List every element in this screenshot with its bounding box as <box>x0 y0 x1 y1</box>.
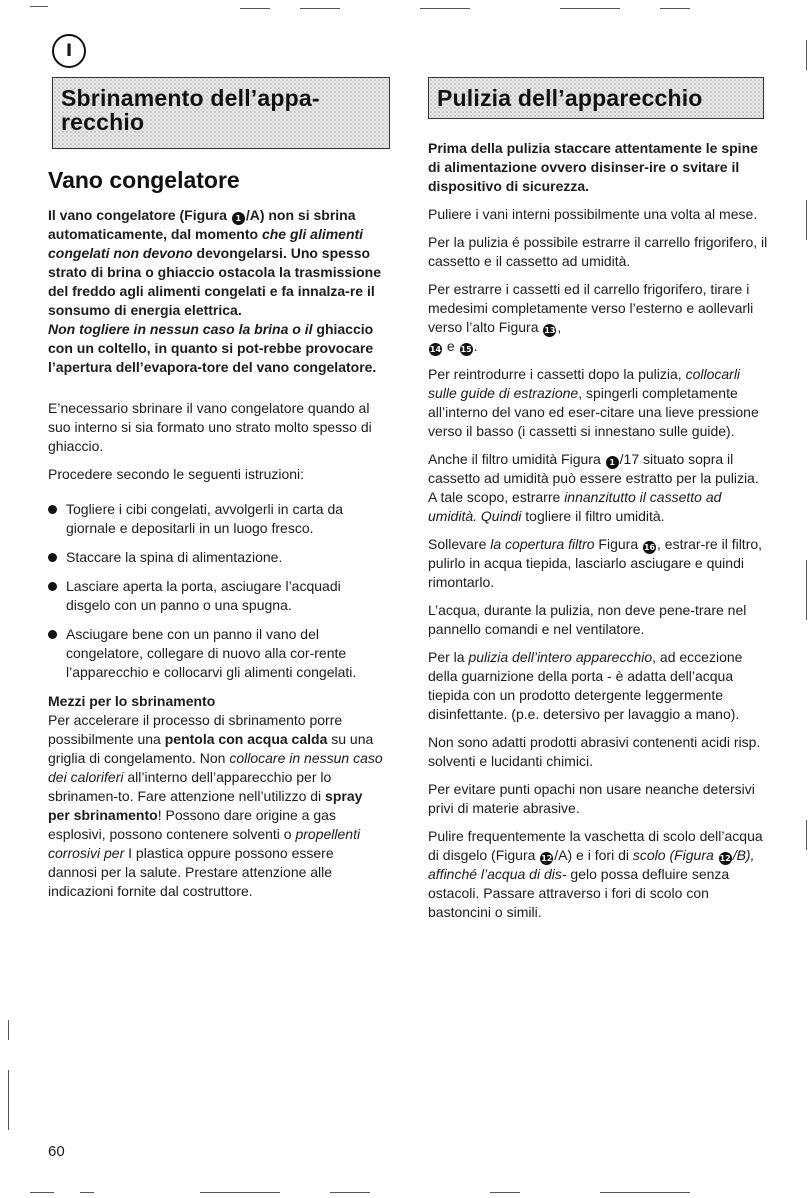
cleaning-para-removable: Per la pulizia é possibile estrarre il carrello frigorifero, il cassetto e il cassetto ad umidità. <box>428 234 768 269</box>
defrost-when-paragraph: E’necessario sbrinare il vano congelatore quando al suo interno si sia formato uno strato molto spesso di ghiaccio. <box>48 400 372 454</box>
list-item: Asciugare bene con un panno il vano del congelatore, collegare di nuovo alla cor-rente l’apparecchio e collocarvi gli alimenti congelati. <box>48 625 384 682</box>
page-number: 60 <box>48 1143 65 1160</box>
section-header-defrosting <box>52 77 390 149</box>
right-column <box>428 139 768 931</box>
defrost-aids-paragraph: Per accelerare il processo di sbrinamento porre possibilmente una pentola con acqua calda su una griglia di congelamento. Non collocare in nessun caso dei caloriferi all’interno dell’apparecchio per lo sbrinamen-to. Fare attenzione nell’utilizzo di spray per sbrinamento! Possono dare origine a gas esplosivi, possono contenere solventi o propellenti corrosivi per I plastica oppure possono essere dannosi per la salute. Prestare attenzione alle indicazioni fornite dal costruttore. <box>48 712 383 899</box>
language-badge <box>52 34 86 68</box>
procedure-list <box>48 500 384 682</box>
cleaning-para-detergent: Per la pulizia dell’intero apparecchio, ad eccezione della guarnizione della porta - è adatta dell’acqua tiepida con un prodotto detergente leggermente disinfettante. (p.e. detersivo per lavaggio a mano). <box>428 649 743 722</box>
cleaning-para-monthly: Puliere i vani interni possibilmente una volta al mese. <box>428 206 758 222</box>
bullet-icon <box>48 582 57 591</box>
section-title-defrosting: Sbrinamento dell’appa- recchio <box>61 85 320 135</box>
language-badge-letter: I <box>65 40 73 61</box>
figure-ref-icon: 16 <box>643 543 656 552</box>
section-title-cleaning: Pulizia dell’apparecchio <box>437 85 703 111</box>
bullet-icon <box>48 505 57 514</box>
cleaning-para-extract: Per estrarre i cassetti ed il carrello frigorifero, tirare i medesimi completamente verso l’esterno e aollevarli verso l’alto Figura 13 , 14 e 15 . <box>428 281 754 354</box>
cleaning-para-water-warning: L’acqua, durante la pulizia, non deve pene-trare nel pannello comandi e nel ventilatore. <box>428 602 747 637</box>
figure-ref-icon: 14 <box>429 345 442 354</box>
freezer-lead-paragraph: Il vano congelatore (Figura 1 /A) non si sbrina automaticamente, dal momento che gli alimenti congelati non devono devongelarsi. Uno spesso strato di brina o ghiaccio ostacola la trasmissione del freddo agli alimenti congelati e fa innalza-re il sonsumo di energia elettrica. Non togliere in nessun caso la brina o il ghiaccio con un coltello, in quanto si pot-rebbe provocare l’apertura dell’evapora-tore del vano congelatore. <box>48 207 381 375</box>
figure-ref-icon: 1 <box>232 212 245 225</box>
section-header-cleaning <box>428 77 764 119</box>
list-item: Lasciare aperta la porta, asciugare l’acquadi disgelo con un panno o una spugna. <box>48 577 384 615</box>
bullet-icon <box>48 553 57 562</box>
cleaning-para-abrasives: Non sono adatti prodotti abrasivi contenenti acidi risp. solventi e lucidanti chimici. <box>428 734 761 769</box>
figure-ref-icon: 13 <box>544 326 556 335</box>
cleaning-para-reinsert: Per reintrodurre i cassetti dopo la pulizia, collocarli sulle guide di estrazione, spingerli completamente all’interno del vano ed eser-citare una lieve pressione verso il basso (i cassetti si innestano sulle guide). <box>428 366 759 439</box>
figure-ref-icon: 15 <box>460 345 472 354</box>
figure-ref-icon: 12 <box>719 854 731 863</box>
left-column <box>48 166 384 910</box>
figure-ref-icon: 12 <box>541 854 553 863</box>
procedure-intro: Procedere secondo le seguenti istruzioni: <box>48 466 305 482</box>
defrost-aids-heading: Mezzi per lo sbrinamento <box>48 693 216 709</box>
cleaning-para-humidity-filter: Anche il filtro umidità Figura 1 /17 situato sopra il cassetto ad umidità può essere estratto per la pulizia. A tale scopo, estrarre innanzitutto il cassetto ad umidità. Quindi togliere il filtro umidità. <box>428 451 759 524</box>
cleaning-para-filter-cover: Sollevare la copertura filtro Figura 16 , estrar-re il filtro, pulirlo in acqua tiepida, lasciarlo asciugare e quindi rimontarlo. <box>428 536 763 590</box>
figure-ref-icon: 1 <box>606 456 619 469</box>
cleaning-para-opaque: Per evitare punti opachi non usare neanche detersivi privi di materie abrasive. <box>428 781 755 816</box>
cleaning-para-drain: Pulire frequentemente la vaschetta di scolo dell’acqua di disgelo (Figura 12 /A) e i fori di scolo (Figura 12 /B), affinché l’acqua di dis- gelo possa defluire senza ostacoli. Passare attraverso i fori di scolo con bastoncini o simili. <box>428 828 763 920</box>
cleaning-lead-paragraph: Prima della pulizia staccare attentamente le spine di alimentazione ovvero disinser-ire o svitare il dispositivo di sicurezza. <box>428 140 758 194</box>
bullet-icon <box>48 630 57 639</box>
list-item: Staccare la spina di alimentazione. <box>48 548 384 567</box>
freezer-subheading: Vano congelatore <box>48 167 240 193</box>
list-item: Togliere i cibi congelati, avvolgerli in carta da giornale e depositarli in un luogo fresco. <box>48 500 384 538</box>
